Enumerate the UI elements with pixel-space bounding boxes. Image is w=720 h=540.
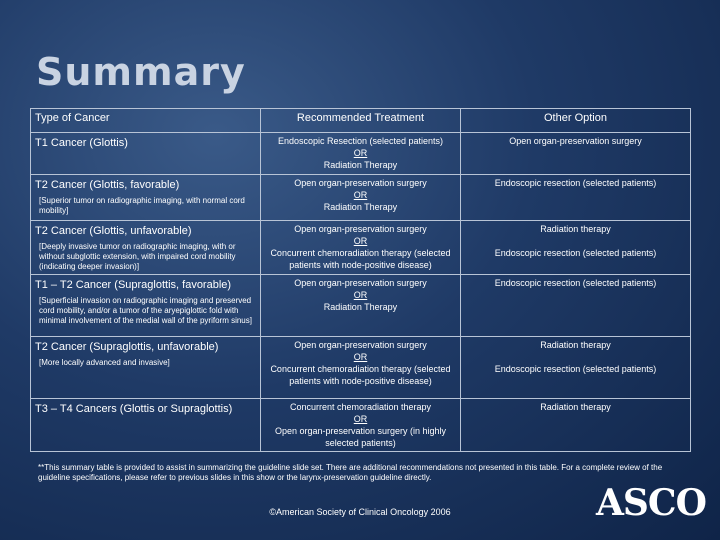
cancer-type-label: T1 Cancer (Glottis) — [35, 137, 128, 149]
header-other-option: Other Option — [461, 109, 691, 133]
recommended-treatment-cell — [261, 399, 461, 452]
other-option-line: Radiation therapy — [540, 224, 611, 234]
header-type-of-cancer: Type of Cancer — [31, 109, 261, 133]
or-separator: OR — [353, 414, 368, 424]
cancer-type-note: [Deeply invasive tumor on radiographic imaging, with or without subglottic extension, with impaired cord mobility (indicating deeper invasion)] — [39, 242, 236, 271]
cancer-type-cell — [31, 275, 261, 337]
or-separator: OR — [353, 352, 368, 362]
other-option-line: Open organ-preservation surgery — [509, 136, 642, 146]
other-option-cell — [461, 399, 691, 452]
treatment-line: Radiation Therapy — [323, 202, 398, 212]
treatment-line: Concurrent chemoradiation therapy (selected patients with node-positive disease) — [270, 248, 451, 270]
other-option-cell — [461, 175, 691, 221]
cancer-type-label: T2 Cancer (Supraglottis, unfavorable) — [35, 341, 219, 353]
summary-table — [30, 108, 691, 452]
other-option-cell — [461, 337, 691, 399]
treatment-line: Open organ-preservation surgery — [294, 178, 427, 188]
other-option-cell — [461, 275, 691, 337]
table-row — [31, 221, 691, 275]
table-row — [31, 175, 691, 221]
treatment-line: Open organ-preservation surgery — [294, 340, 427, 350]
treatment-line: Concurrent chemoradiation therapy — [289, 402, 432, 412]
other-option-line: Endoscopic resection (selected patients) — [494, 178, 657, 188]
or-separator: OR — [353, 190, 368, 200]
copyright-notice: ©American Society of Clinical Oncology 2006 — [269, 507, 451, 517]
treatment-line: Open organ-preservation surgery (in highly selected patients) — [274, 426, 447, 448]
other-option-line: Endoscopic resection (selected patients) — [494, 364, 657, 374]
cancer-type-label: T3 – T4 Cancers (Glottis or Supraglottis) — [35, 403, 233, 415]
cancer-type-note: [More locally advanced and invasive] — [39, 358, 170, 367]
other-option-line: Endoscopic resection (selected patients) — [494, 278, 657, 288]
cancer-type-label: T2 Cancer (Glottis, favorable) — [35, 179, 180, 191]
cancer-type-cell — [31, 175, 261, 221]
header-recommended-treatment: Recommended Treatment — [261, 109, 461, 133]
cancer-type-label: T1 – T2 Cancer (Supraglottis, favorable) — [35, 279, 232, 291]
other-option-cell — [461, 221, 691, 275]
treatment-line: Concurrent chemoradiation therapy (selected patients with node-positive disease) — [270, 364, 451, 386]
cancer-type-cell — [31, 337, 261, 399]
cancer-type-cell — [31, 399, 261, 452]
table-row — [31, 133, 691, 175]
cancer-type-cell — [31, 221, 261, 275]
table-header-row — [31, 109, 691, 133]
asco-logo — [596, 480, 708, 526]
or-separator: OR — [353, 148, 368, 158]
table-row — [31, 337, 691, 399]
treatment-line: Open organ-preservation surgery — [294, 278, 427, 288]
asco-logo-text: ASCO — [596, 482, 706, 524]
or-separator: OR — [353, 236, 368, 246]
other-option-line: Radiation therapy — [540, 340, 611, 350]
footnote: **This summary table is provided to assist in summarizing the guideline slide set. There are additional recommendations not presented in this table. For a complete review of the guideline specifications, please refer to previous slides in this show or the larynx-preservation guideline directly. — [38, 463, 663, 482]
cancer-type-label: T2 Cancer (Glottis, unfavorable) — [35, 225, 192, 237]
table-body — [31, 133, 691, 452]
other-option-cell — [461, 133, 691, 175]
table-row — [31, 399, 691, 452]
or-separator: OR — [353, 290, 368, 300]
recommended-treatment-cell — [261, 275, 461, 337]
cancer-type-note: [Superior tumor on radiographic imaging, with normal cord mobility] — [39, 196, 245, 215]
recommended-treatment-cell — [261, 337, 461, 399]
treatment-line: Radiation Therapy — [323, 160, 398, 170]
other-option-line: Radiation therapy — [540, 402, 611, 412]
treatment-line: Open organ-preservation surgery — [294, 224, 427, 234]
table-row — [31, 275, 691, 337]
recommended-treatment-cell — [261, 133, 461, 175]
other-option-line: Endoscopic resection (selected patients) — [494, 248, 657, 258]
cancer-type-cell — [31, 133, 261, 175]
cancer-type-note: [Superficial invasion on radiographic imaging and preserved cord mobility, and/or a tumor of the aryepiglottic fold with minimal involvement of the medial wall of the pyriform sinus] — [39, 296, 252, 325]
other-option-line — [465, 351, 686, 363]
recommended-treatment-cell — [261, 175, 461, 221]
recommended-treatment-cell — [261, 221, 461, 275]
treatment-line: Endoscopic Resection (selected patients) — [277, 136, 444, 146]
treatment-line: Radiation Therapy — [323, 302, 398, 312]
slide-title: Summary — [36, 50, 246, 94]
other-option-line — [465, 235, 686, 247]
